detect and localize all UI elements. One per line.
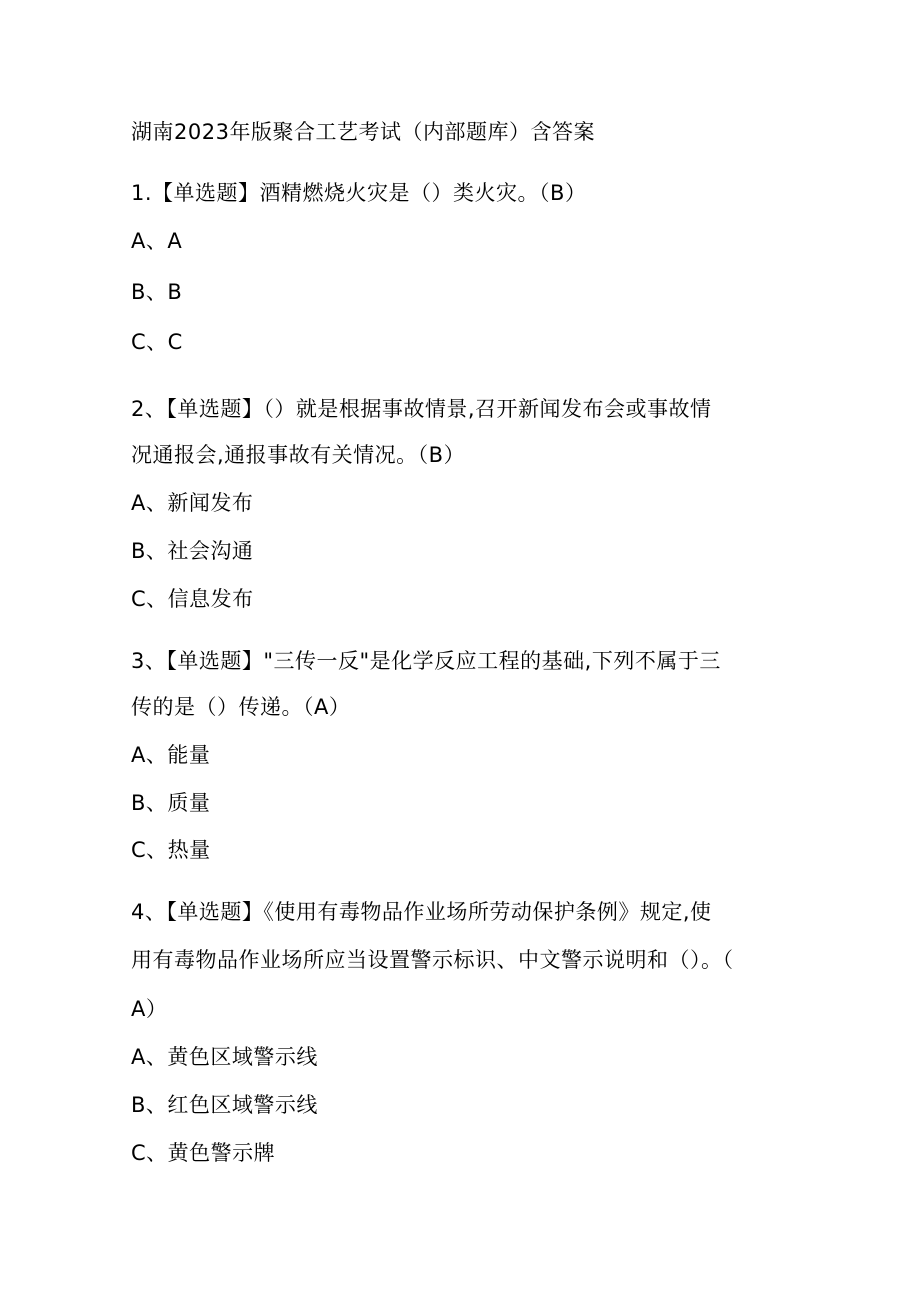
question-4-option-b: B、红色区域警示线 [131,1093,318,1117]
question-3-text-line-2: 传的是（）传递。（A） [131,695,351,719]
question-1-option-c: C、C [131,330,183,354]
question-4-option-c: C、黄色警示牌 [131,1141,276,1165]
question-4-option-a: A、黄色区域警示线 [131,1045,318,1069]
question-3-text-line-1: 3、【单选题】"三传一反"是化学反应工程的基础,下列不属于三 [131,649,721,673]
document-title: 湖南2023年版聚合工艺考试（内部题库）含答案 [131,120,595,144]
question-4-text-line-1: 4、【单选题】《使用有毒物品作业场所劳动保护条例》规定,使 [131,900,712,924]
question-4-text-line-3: A） [131,997,168,1021]
question-2-option-a: A、新闻发布 [131,491,254,515]
question-1-option-b: B、B [131,280,183,304]
question-4-text-line-2: 用有毒物品作业场所应当设置警示标识、中文警示说明和（）。（ [131,948,734,972]
question-3-option-c: C、热量 [131,838,211,862]
question-2-text-line-1: 2、【单选题】（）就是根据事故情景,召开新闻发布会或事故情 [131,397,712,421]
question-2-text-line-2: 况通报会,通报事故有关情况。（B） [131,443,466,467]
question-2-option-b: B、社会沟通 [131,539,254,563]
question-2-option-c: C、信息发布 [131,587,254,611]
question-3-option-a: A、能量 [131,743,211,767]
question-1-option-a: A、A [131,229,183,253]
question-1-text-line-1: 1.【单选题】酒精燃烧火灾是（）类火灾。（B） [131,181,587,205]
question-3-option-b: B、质量 [131,791,211,815]
